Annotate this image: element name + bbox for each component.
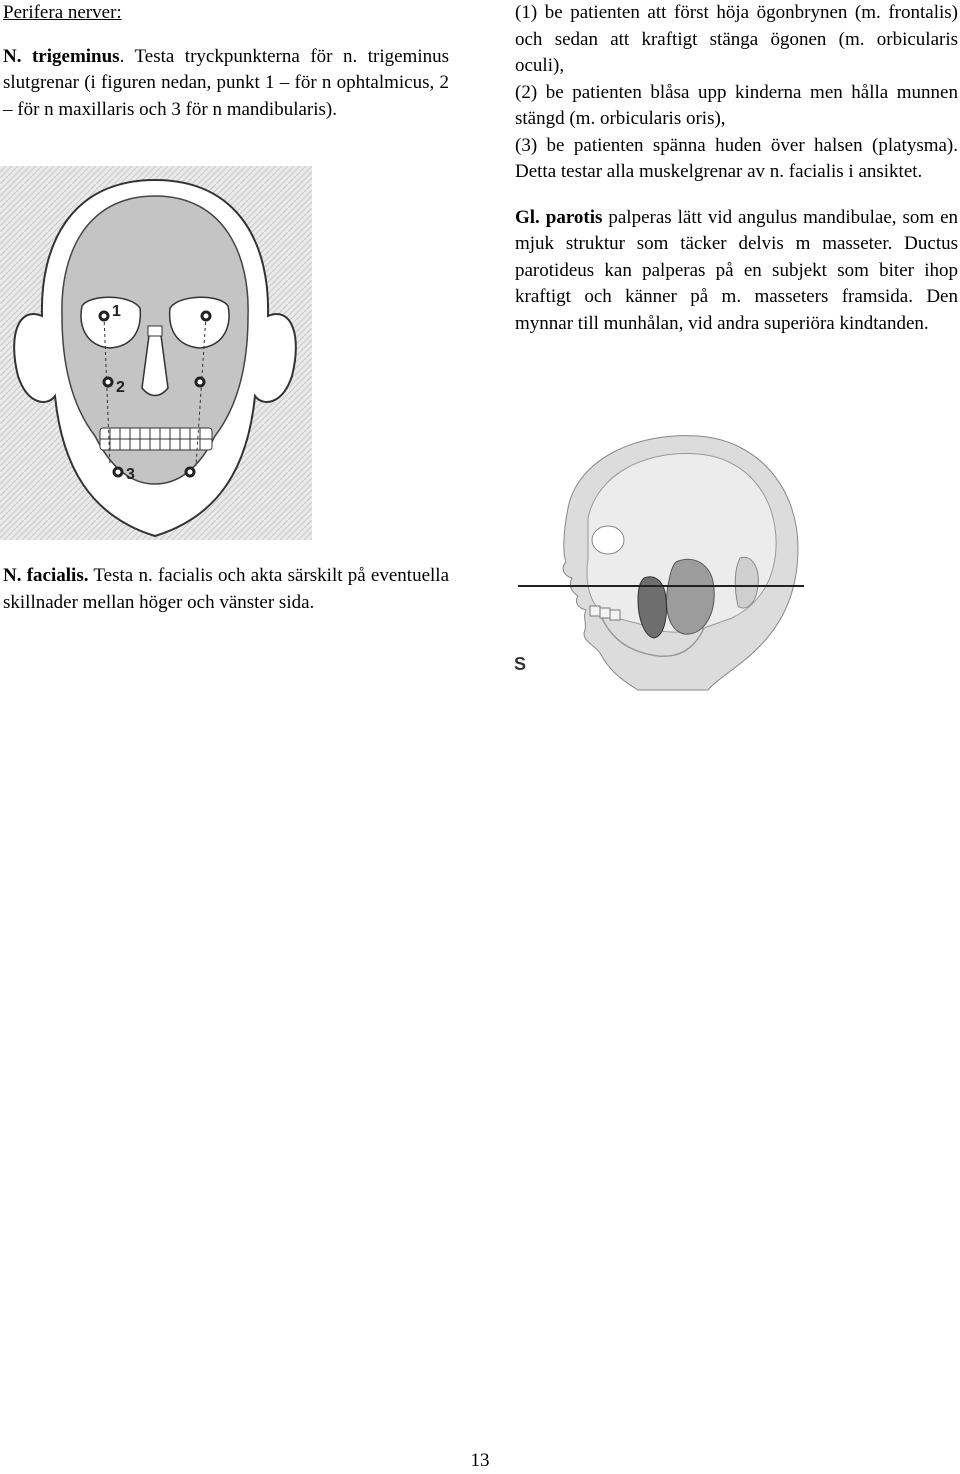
- skull-figure: [0, 166, 312, 540]
- trigeminus-term: N. trigeminus: [3, 45, 120, 67]
- facialis-instruction-2: (2) be patienten blåsa upp kinderna men hålla munnen stängd (m. orbicularis oris),: [515, 81, 958, 129]
- head-label-s: S: [514, 654, 527, 674]
- right-column: [515, 0, 958, 337]
- page-number: 13: [470, 1450, 490, 1471]
- skull-label-1: 1: [112, 303, 121, 320]
- facialis-instruction-3: (3) be patienten spänna huden över halsen (platysma). Detta testar alla muskelgrenar av n. facialis i ansiktet.: [515, 134, 958, 182]
- facialis-instruction-1: (1) be patienten att först höja ögonbrynen (m. frontalis) och sedan att kraftigt stänga ögonen (m. orbicularis oculi),: [515, 2, 958, 76]
- facialis-term: N. facialis.: [3, 565, 89, 586]
- facialis-paragraph: [3, 563, 449, 616]
- skull-label-3: 3: [126, 466, 135, 483]
- parotis-paragraph: [515, 205, 958, 338]
- trigeminus-paragraph: [3, 44, 449, 124]
- left-column: [3, 0, 449, 123]
- head-profile-figure: [508, 428, 804, 704]
- section-heading: Perifera nerver:: [3, 2, 122, 23]
- parotis-term: Gl. parotis: [515, 206, 603, 228]
- skull-label-2: 2: [116, 379, 125, 396]
- facialis-text: Testa n. facialis och akta särskilt på eventuella skillnader mellan höger och vänster sida.: [3, 565, 450, 613]
- parotis-text: palperas lätt vid angulus mandibulae, som en mjuk struktur som täcker delvis m masseter. Ductus parotideus kan palperas på en subjekt som biter ihop kraftigt och känner på m. masseters framsida. Den mynnar till munhålan, vid andra superiöra kindtanden.: [515, 206, 958, 334]
- trigeminus-text: . Testa tryckpunkterna för n. trigeminus slutgrenar (i figuren nedan, punkt 1 – för n ophtalmicus, 2 – för n maxillaris och 3 för n mandibularis).: [3, 45, 449, 120]
